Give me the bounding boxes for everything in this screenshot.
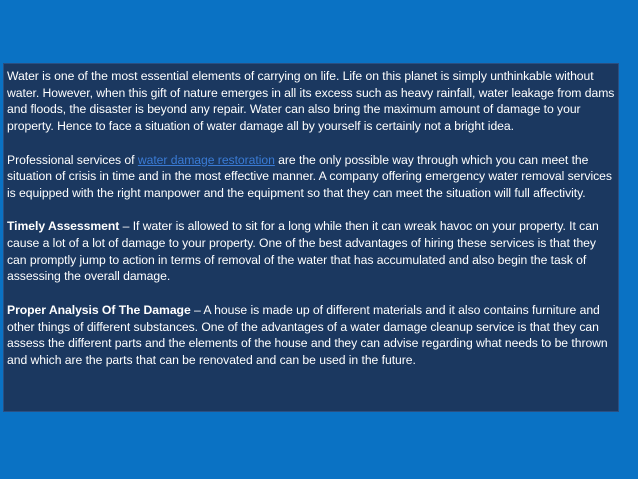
paragraph-proper-analysis (7, 302, 615, 369)
paragraph-intro (7, 68, 615, 135)
paragraph-text-before-link: Professional services of (7, 152, 138, 167)
paragraph-professional-services (7, 152, 615, 202)
proper-analysis-heading: Proper Analysis Of The Damage (7, 302, 191, 317)
text-panel (3, 63, 619, 412)
timely-assessment-heading: Timely Assessment (7, 219, 120, 234)
paragraph-text-after-link: are the only possible way through which you can meet the situation of crisis in time and in the most effective manner. A company offering emergency water removal services is equipped with the right manpower and the equipment so that they can meet the situation will full affectivity. (7, 152, 612, 200)
paragraph-intro-text: Water is one of the most essential elements of carrying on life. Life on this planet is simply unthinkable without water. However, when this gift of nature emerges in all its excess such as heavy rainfall, water leakage from dams and floods, the disaster is beyond any repair. Water can also bring the maximum amount of damage to your property. Hence to face a situation of water damage all by yourself is certainly not a bright idea. (7, 69, 615, 134)
timely-assessment-text: – If water is allowed to sit for a long while then it can wreak havoc on your property. It can cause a lot of a lot of damage to your property. One of the best advantages of hiring these services is that they can promptly jump to action in terms of removal of the water that has accumulated and also begin the task of assessing the overall damage. (7, 219, 599, 284)
paragraph-timely-assessment (7, 218, 615, 285)
water-damage-restoration-link[interactable]: water damage restoration (137, 152, 275, 167)
proper-analysis-text: – A house is made up of different materials and it also contains furniture and other things of different substances. One of the advantages of a water damage cleanup service is that they can assess the different parts and the elements of the house and they can advise regarding what needs to be thrown and which are the parts that can be renovated and can be used in the future. (7, 302, 608, 367)
